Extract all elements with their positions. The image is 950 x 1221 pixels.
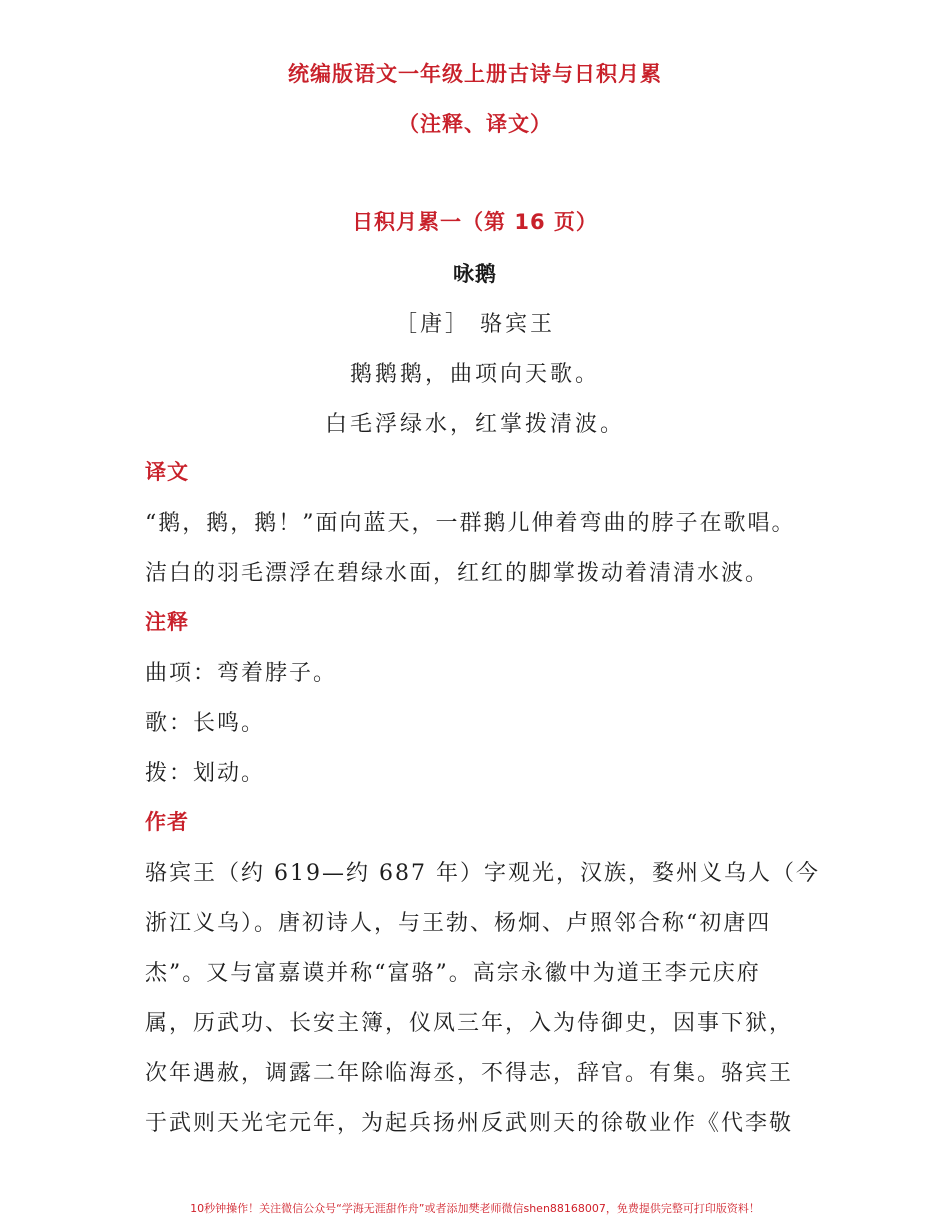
author-bio-line: 属，历武功、长安主簿，仪凤三年，入为侍御史，因事下狱， [145, 1011, 794, 1036]
note-item: 歌：长鸣。 [145, 711, 266, 736]
translation-heading: 译文 [145, 460, 189, 484]
author-bio-line: 浙江义乌）。唐初诗人，与王勃、杨炯、卢照邻合称“初唐四 [145, 911, 772, 936]
poem-line: 白毛浮绿水，红掌拨清波。 [324, 412, 625, 437]
translation-line: “鹅，鹅，鹅！”面向蓝天，一群鹅儿伸着弯曲的脖子在歌唱。 [145, 511, 796, 536]
poem-title: 咏鹅 [453, 262, 497, 286]
section-title: 日积月累一（第 16 页） [352, 210, 598, 234]
poem-line: 鹅鹅鹅，曲项向天歌。 [349, 362, 600, 387]
author-bio-line: 次年遇赦，调露二年除临海丞，不得志，辞官。有集。骆宾王 [145, 1061, 794, 1086]
translation-line: 洁白的羽毛漂浮在碧绿水面，红红的脚掌拨动着清清水波。 [145, 561, 770, 586]
author-heading: 作者 [145, 810, 189, 834]
document-subtitle: （注释、译文） [398, 112, 552, 136]
document-title: 统编版语文一年级上册古诗与日积月累 [288, 62, 662, 86]
author-bio-line: 杰”。又与富嘉谟并称“富骆”。高宗永徽中为道王李元庆府 [145, 961, 761, 986]
notes-heading: 注释 [145, 610, 189, 634]
footer-promo-text: 10秒钟操作！关注微信公众号“学海无涯甜作舟”或者添加樊老师微信shen88168007，免费提供完整可打印版资料！ [190, 1202, 760, 1215]
note-item: 拨：划动。 [145, 761, 266, 786]
note-item: 曲项：弯着脖子。 [145, 661, 338, 686]
author-bio-line: 于武则天光宅元年，为起兵扬州反武则天的徐敬业作《代李敬 [145, 1111, 794, 1136]
poem-author: ［唐］ 骆宾王 [395, 312, 555, 337]
author-bio-line: 骆宾王（约 619—约 687 年）字观光，汉族，婺州义乌人（今 [145, 861, 820, 886]
